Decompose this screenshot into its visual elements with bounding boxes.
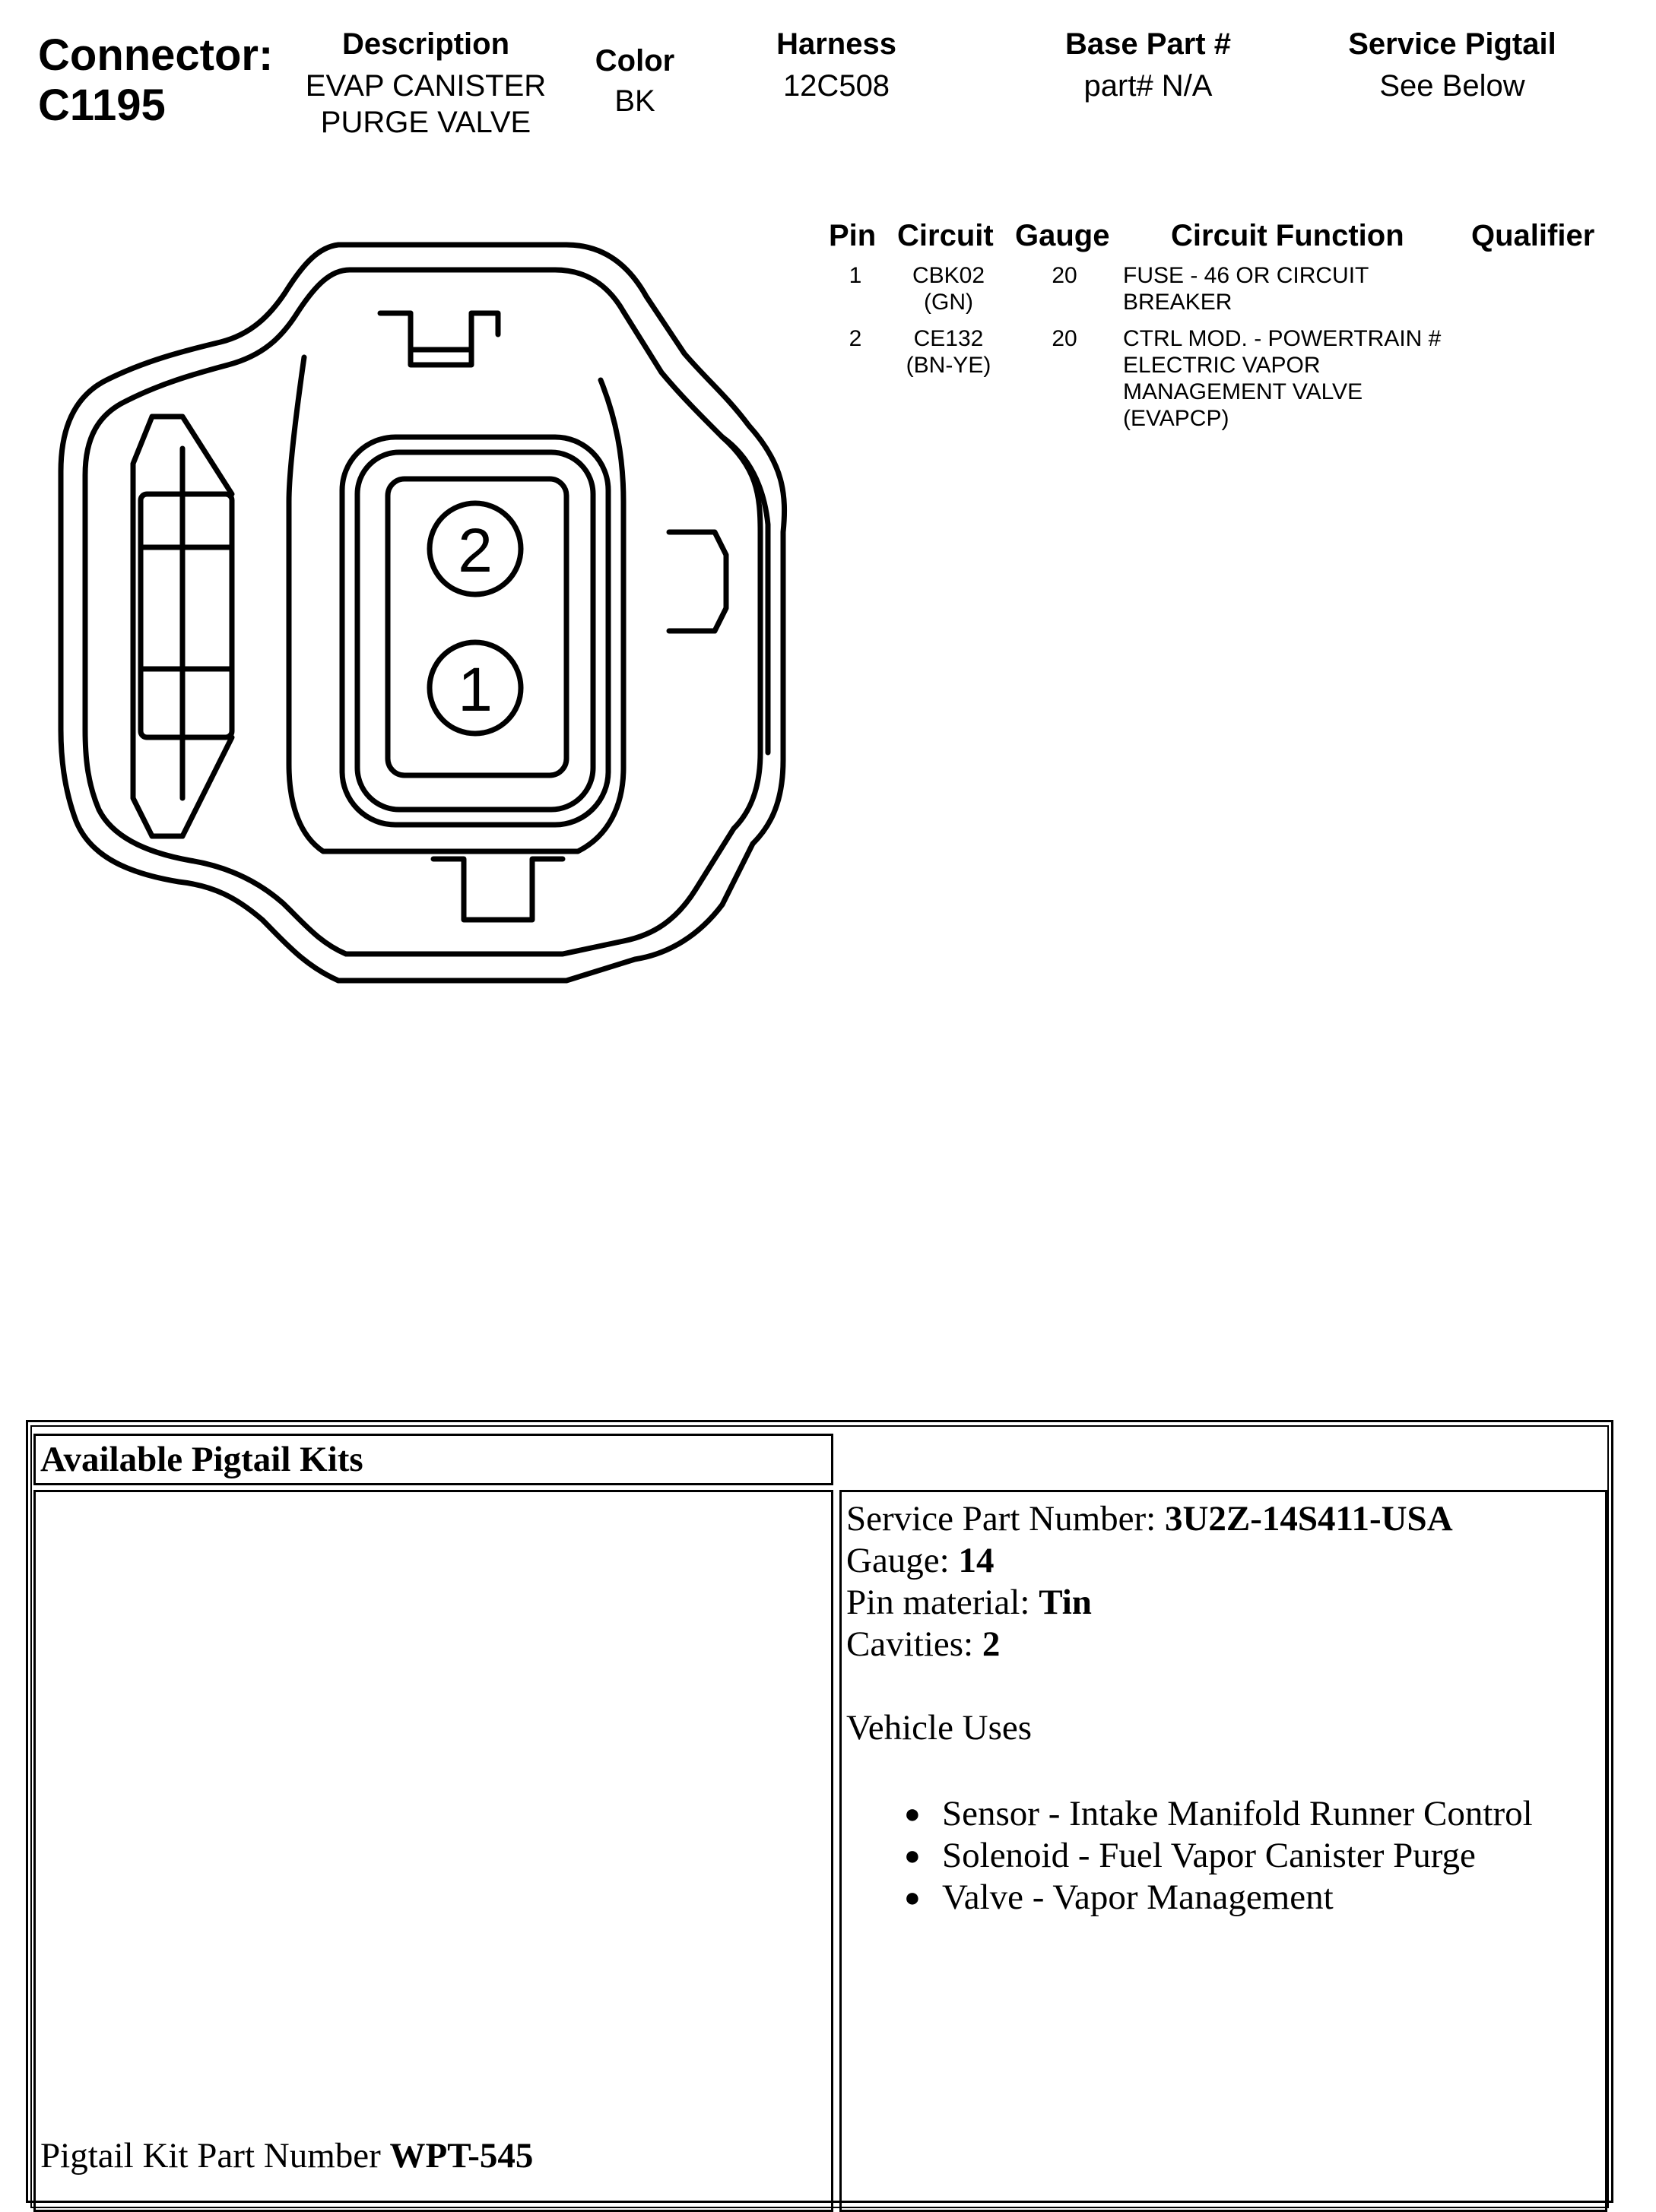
bullet-icon: ● (904, 1840, 921, 1871)
pin-row-2-function: CTRL MOD. - POWERTRAIN # ELECTRIC VAPOR MANAGEMENT VALVE (EVAPCP) (1123, 326, 1442, 431)
pigtail-kit-part-label: Pigtail Kit Part Number (40, 2136, 390, 2176)
pin-row-1-gauge: 20 (1052, 263, 1077, 288)
pin-table-header-pin: Pin (829, 219, 877, 252)
description-label: Description (341, 27, 510, 61)
service-part-line (846, 1498, 1533, 1540)
base-part-label: Base Part # (1065, 27, 1231, 61)
pin-2-number: 2 (458, 516, 493, 585)
cavities-label: Cavities: (846, 1624, 982, 1664)
pin-row-1-circuit: CBK02 (GN) (912, 263, 985, 315)
latch-diagonal-top (152, 417, 232, 494)
insert-right-tab (669, 532, 726, 631)
vehicle-use-item: ● Sensor - Intake Manifold Runner Control (904, 1794, 1533, 1833)
pin-row-2-circuit: CE132 (BN-YE) (906, 326, 991, 378)
pin-row-1-pin: 1 (849, 263, 862, 288)
top-key (380, 313, 498, 350)
pigtail-right-cell (839, 1490, 1607, 2212)
pin-material-value: Tin (1039, 1583, 1092, 1622)
service-part-label: Service Part Number: (846, 1499, 1165, 1539)
latch-diagonal-bottom (152, 737, 232, 836)
pigtail-details (846, 1498, 1533, 1919)
pin-row-2-gauge: 20 (1052, 326, 1077, 351)
color-value: BK (614, 84, 655, 118)
service-part-value: 3U2Z-14S411-USA (1164, 1499, 1453, 1539)
gauge-value: 14 (958, 1541, 995, 1580)
pigtail-title-cell (33, 1434, 833, 1485)
pin-row-1-function: FUSE - 46 OR CIRCUIT BREAKER (1123, 263, 1369, 315)
pin-row-2-pin: 2 (849, 326, 862, 351)
vehicle-use-item: ● Solenoid - Fuel Vapor Canister Purge (904, 1836, 1476, 1875)
top-key-inner (411, 313, 471, 365)
pin-table-header-gauge: Gauge (1015, 219, 1110, 252)
connector-face-diagram (0, 0, 836, 1019)
vehicle-uses-list (904, 1793, 1533, 1919)
vehicle-use-item: ● Valve - Vapor Management (904, 1878, 1334, 1917)
base-part-value: part# N/A (1083, 69, 1213, 103)
harness-value: 12C508 (782, 69, 890, 103)
base-part-column (1034, 27, 1262, 104)
pigtail-kit-part-value: WPT-545 (389, 2136, 534, 2176)
service-pigtail-value: See Below (1379, 69, 1525, 103)
pin-table-header-function: Circuit Function (1171, 219, 1404, 252)
pin-material-label: Pin material: (846, 1583, 1039, 1622)
color-label: Color (595, 44, 675, 78)
connector-id: C1195 (38, 81, 166, 130)
service-pigtail-label: Service Pigtail (1348, 27, 1556, 61)
connector-label: Connector: (38, 30, 274, 80)
service-pigtail-column (1323, 27, 1581, 104)
pigtail-section-title: Available Pigtail Kits (40, 1440, 363, 1479)
pin-table-header-circuit: Circuit (897, 219, 994, 252)
pigtail-kit-part-line (40, 2135, 533, 2177)
gauge-label: Gauge: (846, 1541, 959, 1580)
gauge-line (846, 1540, 1533, 1582)
vehicle-uses-label: Vehicle Uses (846, 1708, 1033, 1748)
description-line1: EVAP CANISTER (305, 69, 547, 103)
pin-1-number: 1 (458, 655, 493, 724)
pin-table-header-qualifier: Qualifier (1471, 219, 1595, 252)
bullet-icon: ● (904, 1882, 921, 1913)
bullet-icon: ● (904, 1798, 921, 1829)
latch-block (141, 494, 232, 737)
pin-material-line (846, 1582, 1533, 1624)
description-line2: PURGE VALVE (320, 106, 531, 139)
pigtail-left-cell (33, 1490, 833, 2212)
cavities-line (846, 1624, 1533, 1665)
harness-label: Harness (776, 27, 896, 61)
cavities-value: 2 (982, 1624, 1001, 1664)
connector-outer-housing (61, 245, 785, 981)
bottom-key (433, 859, 563, 920)
